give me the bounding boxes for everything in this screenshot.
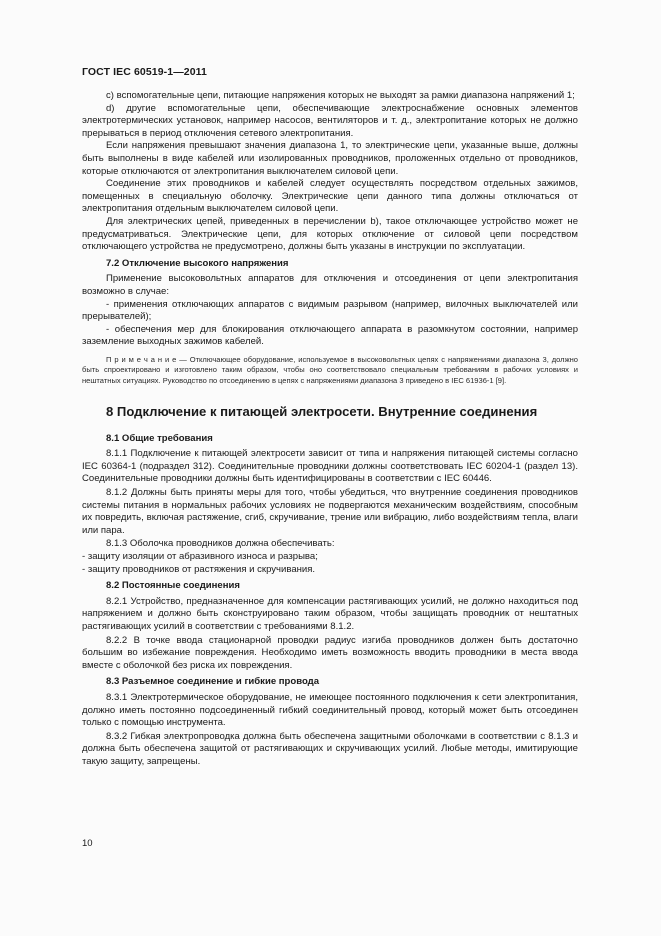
- list-item: - обеспечения мер для блокирования отключающего аппарата в разомкнутом состоянии, например заземление выходных зажимов кабелей.: [82, 323, 578, 348]
- section-heading-8-2: 8.2 Постоянные соединения: [106, 580, 240, 592]
- note: П р и м е ч а н и е — Отключающее оборудование, используемое в высоковольтных цепях с напряжениями диапазона 3, должно быть спроектировано и изготовлено таким образом, чтобы оно соответствовало специальным требованиям в рабочих условиях и нештатных ситуациях. Руководство по отсоединению в цепях с напряжениями диапазона 3 приведено в IEC 61936-1 [9].: [82, 354, 578, 386]
- paragraph-8-3-1: 8.3.1 Электротермическое оборудование, не имеющее постоянного подключения к сети электропитания, должно иметь постоянно подсоединенный гибкий соединительный провод, который может быть отсоединен только с помощью инструмента.: [82, 691, 578, 729]
- list-item: - защиту изоляции от абразивного износа и разрыва;: [82, 551, 318, 562]
- section-heading-8: 8 Подключение к питающей электросети. Внутренние соединения: [106, 403, 538, 419]
- paragraph-8-1-1: 8.1.1 Подключение к питающей электросети зависит от типа и напряжения питающей системы согласно IEC 60364-1 (подраздел 312). Соединительные проводники должны соответствовать IEC 60204-1 (раздел 13). Соединительные проводники должны быть идентифицированы в соответствии с IEC 60446.: [82, 448, 578, 485]
- list-item: - применения отключающих аппаратов с видимым разрывом (например, вилочных выключателей или прерывателей);: [82, 298, 578, 323]
- paragraph-8-2-1: 8.2.1 Устройство, предназначенное для компенсации растягивающих усилий, не должно находиться под напряжением и должно быть сконструировано таким образом, чтобы защищать проводник от нештатных растягивающих усилий в соответствии с требованиями 8.1.2.: [82, 595, 578, 632]
- list-item-c: c) вспомогательные цепи, питающие напряжения которых не выходят за рамки диапазона напряжений 1;: [106, 90, 575, 101]
- page-number: 10: [82, 838, 93, 849]
- section-heading-7-2: 7.2 Отключение высокого напряжения: [106, 257, 289, 269]
- section-heading-8-1: 8.1 Общие требования: [106, 432, 213, 444]
- paragraph: Если напряжения превышают значения диапазона 1, то электрические цепи, указанные выше, должны быть выполнены в виде кабелей или изолированных проводников, проложенных отдельно от проводников, которые отключаются от электропитания выключателем силовой цепи.: [82, 140, 578, 177]
- paragraph: Для электрических цепей, приведенных в перечислении b), такое отключающее устройство может не предусматриваться. Электрические цепи, для которых отключение от силовой цепи посредством отключающего устройства не предусмотрено, должны быть указаны в инструкции по эксплуатации.: [82, 215, 578, 253]
- paragraph-8-1-2: 8.1.2 Должны быть приняты меры для того, чтобы убедиться, что внутренние соединения проводников системы питания в нормальных рабочих условиях не подвергаются механическим воздействиям, способным их повредить, включая растяжение, сгиб, скручивание, трение или вибрацию, либо воздействиям тепла, влаги или пара.: [82, 487, 578, 536]
- section-heading-8-3: 8.3 Разъемное соединение и гибкие провода: [106, 676, 320, 688]
- list-item: - защиту проводников от растяжения и скручивания.: [82, 563, 316, 575]
- paragraph-8-3-2: 8.3.2 Гибкая электропроводка должна быть обеспечена защитными оболочками в соответствии с 8.1.3 и должна быть обеспечена защитой от растягивающих и скручивающих усилий. Любые методы, имитирующие такую защиту, запрещены.: [82, 730, 578, 767]
- list-item-d: d) другие вспомогательные цепи, обеспечивающие электроснабжение основных элементов электротермических установок, например насосов, вентиляторов и т. д., электропитание которых не должно прерываться в период отключения сетевого электропитания.: [82, 102, 578, 139]
- paragraph-8-2-2: 8.2.2 В точке ввода стационарной проводки радиус изгиба проводников должен быть достаточно большим во избежание повреждения. Необходимо иметь возможность вводить проводники в места ввода вместе с оболочкой без риска их повреждения.: [82, 634, 578, 671]
- document-header: ГОСТ IEC 60519-1—2011: [82, 66, 207, 78]
- paragraph: Соединение этих проводников и кабелей следует осуществлять посредством отдельных зажимов, помещенных в специальную оболочку. Электрические цепи данного типа должны отключаться от электропитания отдельным выключателем силовой цепи.: [82, 178, 578, 215]
- paragraph-8-1-3: 8.1.3 Оболочка проводников должна обеспечивать:: [106, 538, 335, 550]
- document-body: [82, 90, 578, 769]
- paragraph: Применение высоковольтных аппаратов для отключения и отсоединения от цепи электропитания возможно в случае:: [82, 273, 578, 297]
